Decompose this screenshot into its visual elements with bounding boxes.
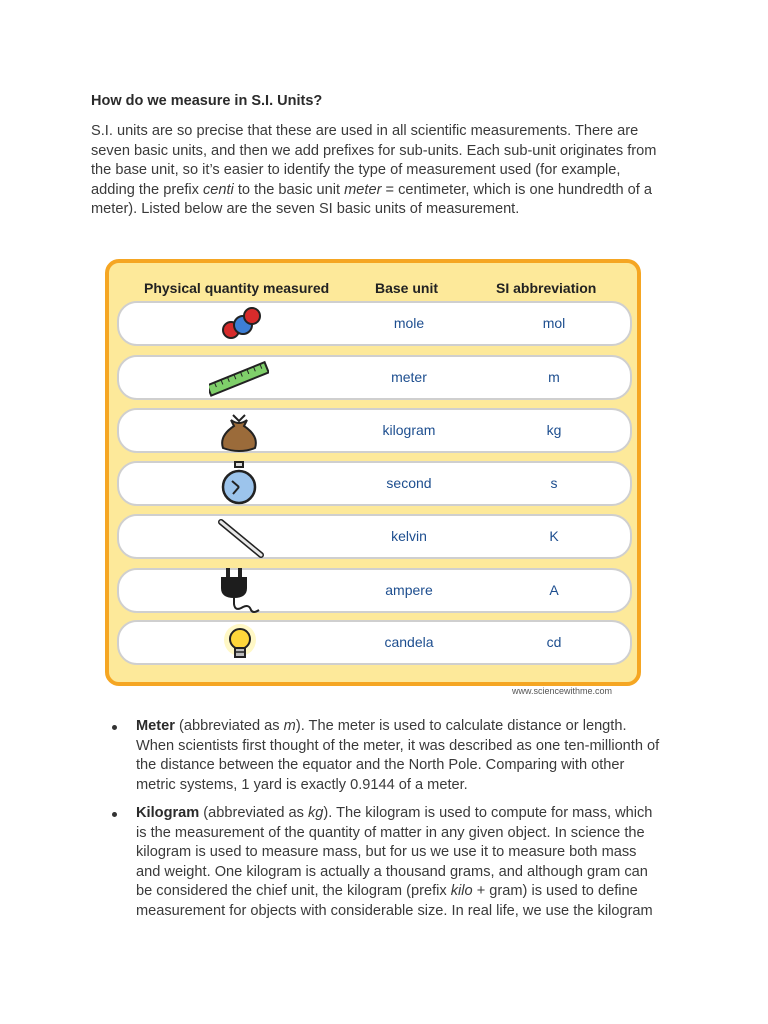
text-line: adding the prefix centi to the basic unit meter = centimeter, which is one hundredth of a <box>91 181 653 198</box>
si-abbreviation-cell: m <box>548 369 560 385</box>
weight-bag-icon <box>209 404 269 459</box>
list-item <box>110 804 690 921</box>
table-row <box>117 620 632 665</box>
ruler-icon <box>209 351 269 406</box>
base-unit-cell: kelvin <box>391 528 427 544</box>
intro-paragraph <box>91 122 691 220</box>
si-abbreviation-cell: mol <box>542 315 566 331</box>
electric-plug-icon <box>209 564 269 619</box>
si-units-table <box>105 259 641 686</box>
base-unit-cell: second <box>386 475 432 491</box>
header-si-abbreviation: SI abbreviation <box>496 280 597 296</box>
molecule-icon <box>209 297 269 352</box>
si-abbreviation-cell: cd <box>546 634 562 650</box>
text-line: is the measurement of the quantity of matter in any given object. In science the <box>136 824 645 841</box>
si-abbreviation-cell: K <box>549 528 559 544</box>
text-line: be considered the chief unit, the kilogram (prefix kilo + gram) is used to define <box>136 883 638 899</box>
image-credit: www.sciencewithme.com <box>512 686 613 696</box>
light-bulb-icon <box>209 616 269 671</box>
text-line: measurement for objects with considerable size. In real life, we use the kilogram <box>136 902 653 919</box>
table-row <box>117 355 632 400</box>
bullet-dot <box>112 812 117 817</box>
table-row <box>117 514 632 559</box>
text-line: Meter (abbreviated as m). The meter is used to calculate distance or length. <box>136 718 627 734</box>
base-unit-cell: ampere <box>385 582 433 598</box>
term-label: Kilogram <box>136 805 200 821</box>
page-heading: How do we measure in S.I. Units? <box>91 93 323 109</box>
base-unit-cell: mole <box>393 315 425 331</box>
text-line: metric systems, 1 yard is exactly 0.9144 of a meter. <box>136 776 468 793</box>
list-item <box>110 717 690 795</box>
text-line: the base unit, so it’s easier to identify the type of measurement used (for example, <box>91 162 621 178</box>
base-unit-cell: kilogram <box>382 422 436 438</box>
stopwatch-icon <box>209 457 269 512</box>
table-row <box>117 408 632 453</box>
text-line: meter). Listed below are the seven SI basic units of measurement. <box>91 201 520 217</box>
text-line: When scientists first thought of the meter, it was described as one ten-millionth of <box>136 737 660 754</box>
text-line: seven basic units, and then we add prefixes for sub-units. Each sub-unit originates from <box>91 142 657 159</box>
term-label: Meter <box>136 718 175 734</box>
text-line: Kilogram (abbreviated as kg). The kilogram is used to compute for mass, which <box>136 805 653 821</box>
bullet-dot <box>112 725 117 730</box>
si-abbreviation-cell: kg <box>546 422 562 438</box>
unit-description-list <box>110 717 690 930</box>
header-base-unit: Base unit <box>375 280 439 296</box>
text-line: and weight. One kilogram is actually a thousand grams, and although gram can <box>136 863 648 880</box>
base-unit-cell: candela <box>384 634 434 650</box>
table-row <box>117 461 632 506</box>
text-line: S.I. units are so precise that these are used in all scientific measurements. There are <box>91 123 639 139</box>
text-line: kilogram is used to measure mass, but for us we use it to measure both mass <box>136 844 637 860</box>
header-quantity: Physical quantity measured <box>144 280 330 296</box>
base-unit-cell: meter <box>391 369 427 385</box>
text-line: the distance between the equator and the North Pole. Comparing with other <box>136 757 625 773</box>
table-row <box>117 568 632 613</box>
si-abbreviation-cell: s <box>550 475 558 491</box>
si-abbreviation-cell: A <box>549 582 559 598</box>
thermometer-icon <box>209 510 269 565</box>
table-row <box>117 301 632 346</box>
